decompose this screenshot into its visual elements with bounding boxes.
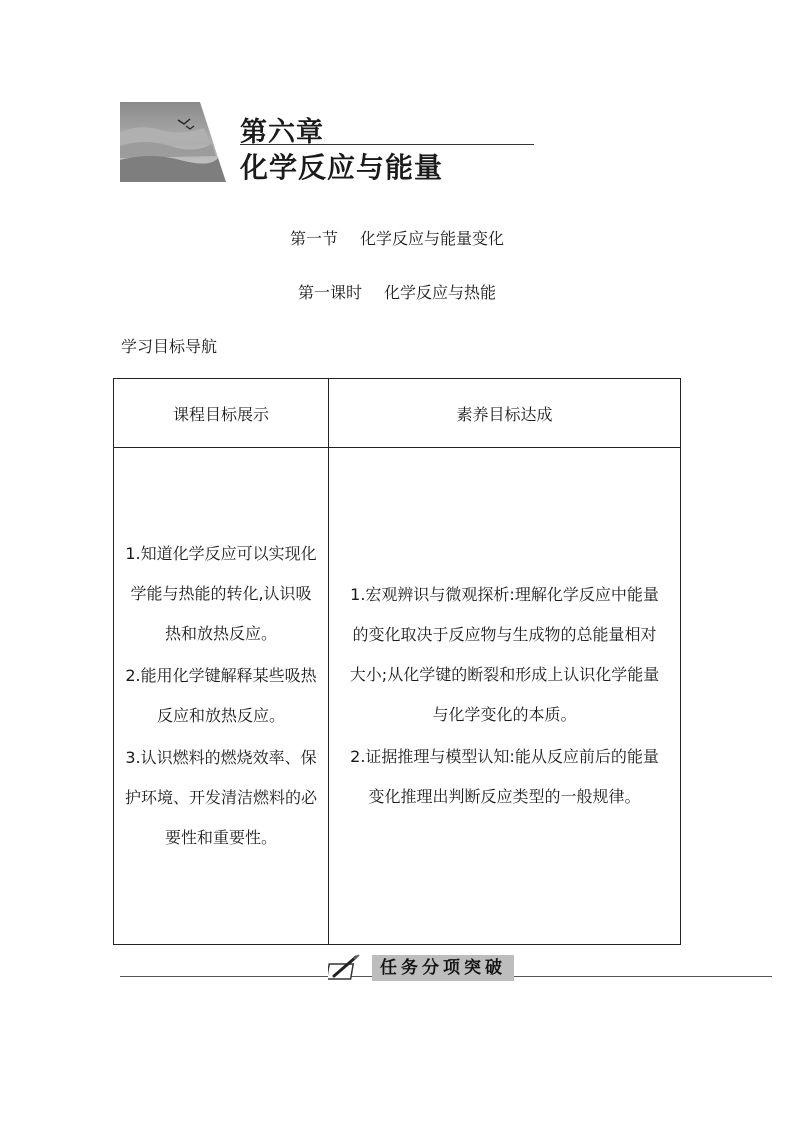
- lesson-title: 化学反应与热能: [384, 283, 497, 302]
- course-goals-cell: [114, 448, 329, 945]
- literacy-goal-item: 1.宏观辨识与微观探析:理解化学反应中能量的变化取决于反应物与生成物的总能量相对大小;从化学键的断裂和形成上认识化学能量与化学变化的本质。: [349, 585, 660, 724]
- lesson-label: 第一课时: [297, 283, 362, 302]
- course-goal-item: 2.能用化学键解释某些吸热反应和放热反应。: [125, 666, 317, 725]
- section-label: 第一节: [289, 229, 338, 248]
- lesson-heading: [0, 280, 794, 303]
- learning-goals-table: [113, 378, 681, 945]
- task-section-badge: [328, 954, 526, 982]
- literacy-goal-item: 2.证据推理与模型认知:能从反应前后的能量变化推理出判断反应类型的一般规律。: [350, 747, 659, 806]
- learning-goals-heading: 学习目标导航: [121, 337, 218, 356]
- table-header-literacy-goals: 素养目标达成: [329, 379, 681, 448]
- chapter-number: 第六章: [240, 117, 324, 148]
- chapter-banner: [120, 102, 540, 184]
- course-goal-item: 3.认识燃料的燃烧效率、保护环境、开发清洁燃料的必要性和重要性。: [124, 748, 317, 847]
- landscape-illustration: [120, 102, 226, 182]
- literacy-goals-cell: [329, 448, 681, 945]
- pen-and-book-icon: [328, 954, 362, 982]
- chapter-title: 化学反应与能量: [240, 151, 444, 184]
- table-row: [114, 448, 681, 945]
- chapter-divider: [240, 144, 534, 145]
- task-section-title: 任务分项突破: [372, 955, 514, 981]
- section-title: 化学反应与能量变化: [360, 229, 505, 248]
- table-header-row: [114, 379, 681, 448]
- table-header-course-goals: 课程目标展示: [114, 379, 329, 448]
- course-goal-item: 1.知道化学反应可以实现化学能与热能的转化,认识吸热和放热反应。: [125, 544, 317, 643]
- section-heading: [0, 226, 794, 249]
